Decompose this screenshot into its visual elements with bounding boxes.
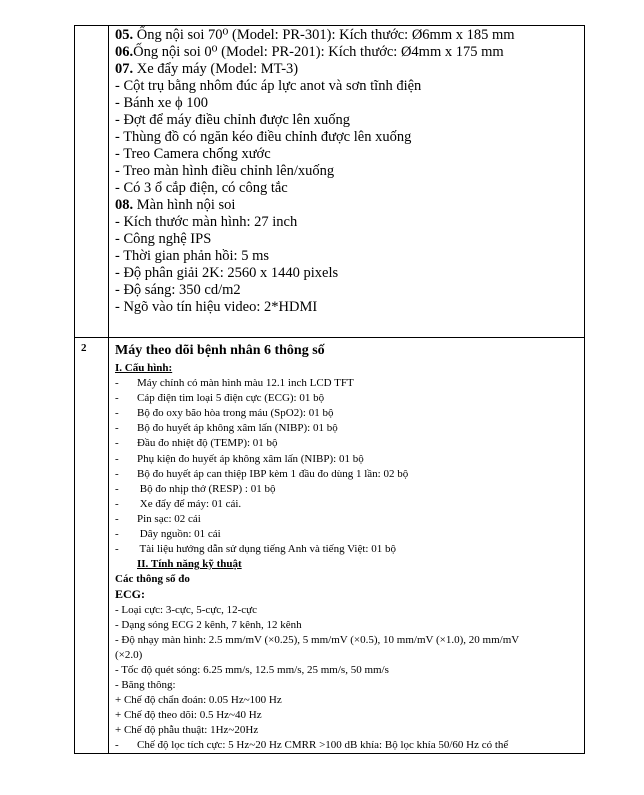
spec-number: 07.	[115, 61, 134, 77]
config-item: - Bộ đo nhịp thở (RESP) : 01 bộ	[115, 482, 276, 495]
spec-line: - Công nghệ IPS	[115, 231, 212, 247]
config-item: - Đầu đo nhiệt độ (TEMP): 01 bộ	[115, 437, 278, 450]
section-features-heading: II. Tính năng kỹ thuật	[137, 558, 242, 571]
section-config-heading: I. Cấu hình:	[115, 362, 173, 374]
spec-line: 05. Ống nội soi 70⁰ (Model: PR-301): Kích thước: Ø6mm x 185 mm	[115, 27, 515, 43]
ecg-line: - Dạng sóng ECG 2 kênh, 7 kênh, 12 kênh	[115, 618, 302, 631]
spec-table	[74, 25, 585, 754]
spec-line: - Thời gian phản hồi: 5 ms	[115, 248, 269, 264]
table-row	[75, 338, 585, 754]
spec-line: - Đợt để máy điều chỉnh được lên xuống	[115, 112, 351, 128]
config-item: - Phụ kiện đo huyết áp không xâm lấn (NIBP): 01 bộ	[115, 452, 364, 465]
spec-line: - Thùng đồ có ngăn kéo điều chỉnh được lên xuống	[115, 129, 412, 145]
spec-number: 08.	[115, 197, 134, 213]
ecg-line: + Chế độ chẩn đoán: 0.05 Hz~100 Hz	[115, 694, 282, 707]
config-item: - Máy chính có màn hình màu 12.1 inch LCD TFT	[115, 377, 354, 390]
spec-line: 08. Màn hình nội soi	[115, 197, 236, 213]
config-item: - Bộ đo huyết áp không xâm lấn (NIBP): 01 bộ	[115, 422, 338, 435]
ecg-line: - Tốc độ quét sóng: 6.25 mm/s, 12.5 mm/s, 25 mm/s, 50 mm/s	[115, 663, 389, 676]
config-item: - Cáp điện tim loại 5 điện cực (ECG): 01 bộ	[115, 392, 325, 405]
spec-number: 05.	[115, 27, 134, 43]
spec-line: - Độ phân giải 2K: 2560 x 1440 pixels	[115, 265, 339, 281]
spec-line: - Cột trụ bằng nhôm đúc áp lực anot và sơn tĩnh điện	[115, 78, 422, 94]
config-item: - Bộ đo oxy bão hòa trong máu (SpO2): 01 bộ	[115, 407, 334, 420]
item-title: Máy theo dõi bệnh nhân 6 thông số	[115, 343, 325, 358]
row1-content	[109, 26, 585, 338]
config-item: - Tài liệu hướng dẫn sử dụng tiếng Anh và tiếng Việt: 01 bộ	[115, 543, 396, 556]
row2-content	[109, 338, 585, 754]
ecg-line: + Chế độ phẫu thuật: 1Hz~20Hz	[115, 724, 259, 737]
ecg-line: (×2.0)	[115, 648, 143, 661]
spec-line: - Kích thước màn hình: 27 inch	[115, 214, 298, 230]
row-number-cell	[75, 26, 109, 338]
config-item: - Bộ đo huyết áp can thiệp IBP kèm 1 đầu đo dùng 1 lần: 02 bộ	[115, 467, 409, 480]
spec-line: - Ngõ vào tín hiệu video: 2*HDMI	[115, 299, 318, 315]
config-item: - Pin sạc: 02 cái	[115, 512, 201, 525]
spec-number: 06.	[115, 44, 134, 60]
spec-line: - Bánh xe ϕ 100	[115, 95, 209, 111]
ecg-line: - Độ nhạy màn hình: 2.5 mm/mV (×0.25), 5 mm/mV (×0.5), 10 mm/mV (×1.0), 20 mm/mV	[115, 633, 520, 646]
row-number: 2	[75, 338, 109, 754]
ecg-heading: ECG:	[115, 587, 145, 602]
table-row	[75, 26, 585, 338]
ecg-line: + Chế độ theo dõi: 0.5 Hz~40 Hz	[115, 709, 262, 722]
spec-line: - Độ sáng: 350 cd/m2	[115, 282, 241, 298]
ecg-list	[115, 603, 578, 739]
ecg-line: - Băng thông:	[115, 678, 176, 691]
spec-line: 06.Ống nội soi 0⁰ (Model: PR-201): Kích thước: Ø4mm x 175 mm	[115, 44, 504, 60]
config-item: - Xe đẩy để máy: 01 cái.	[115, 497, 242, 510]
list-item: - Chế độ lọc tích cực: 5 Hz~20 Hz CMRR >100 dB khía: Bộ lọc khía 50/60 Hz có thể	[115, 739, 509, 752]
spec-line: - Có 3 ổ cắp điện, có công tắc	[115, 180, 288, 196]
ecg-line: - Loại cực: 3-cực, 5-cực, 12-cực	[115, 603, 258, 616]
config-list	[115, 376, 578, 557]
spec-line: 07. Xe đẩy máy (Model: MT-3)	[115, 61, 299, 77]
spec-line: - Treo Camera chống xước	[115, 146, 271, 162]
config-item: - Dây nguồn: 01 cái	[115, 528, 221, 541]
params-heading: Các thông số đo	[115, 573, 190, 586]
spec-line: - Treo màn hình điều chỉnh lên/xuống	[115, 163, 335, 179]
